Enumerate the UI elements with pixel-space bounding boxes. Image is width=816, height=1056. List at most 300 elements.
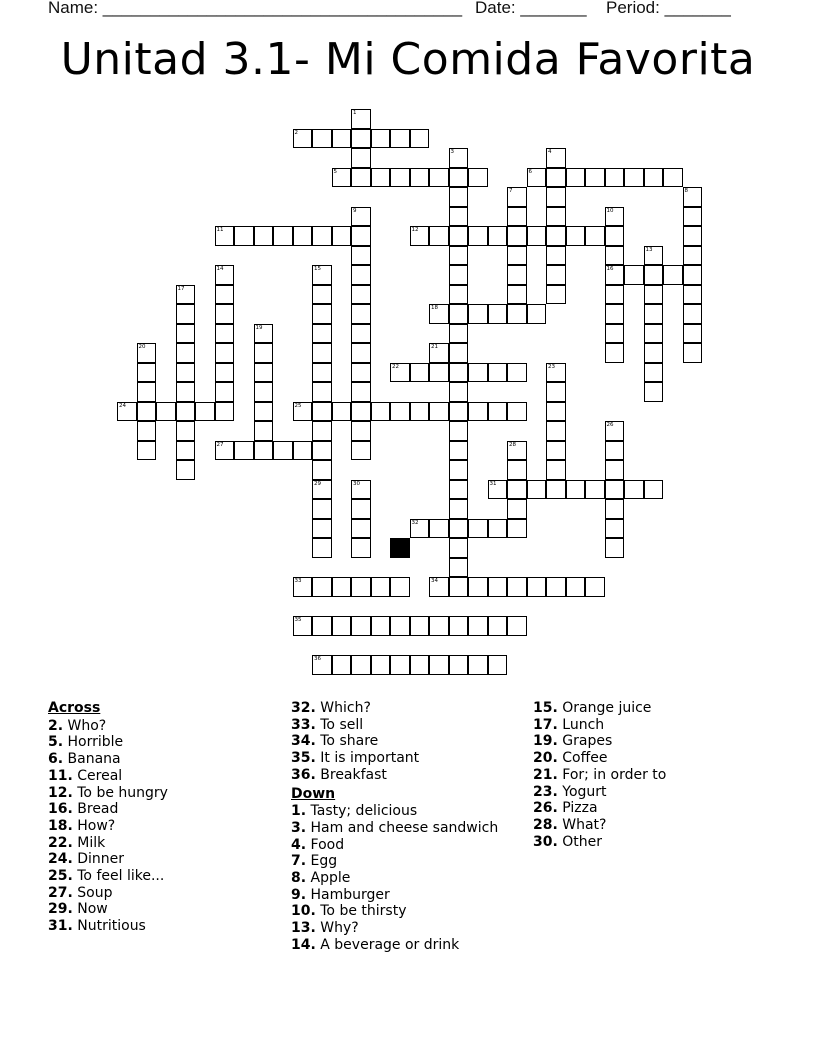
cell-number: 13 [645, 246, 653, 253]
crossword-cell[interactable] [410, 168, 430, 188]
crossword-cell[interactable] [507, 460, 527, 480]
clue-number: 9. [291, 886, 307, 903]
crossword-cell[interactable] [176, 460, 196, 480]
crossword-cell[interactable] [488, 402, 508, 422]
crossword-cell[interactable] [351, 148, 371, 168]
clue-text: Milk [72, 834, 106, 851]
clue-text: Other [557, 833, 603, 850]
crossword-cell[interactable] [351, 402, 371, 422]
crossword-cell[interactable] [410, 402, 430, 422]
crossword-cell[interactable] [507, 265, 527, 285]
crossword-cell[interactable] [449, 226, 469, 246]
crossword-cell[interactable] [605, 343, 625, 363]
crossword-cell[interactable] [137, 343, 157, 363]
crossword-cell[interactable] [449, 324, 469, 344]
crossword-cell[interactable] [644, 480, 664, 500]
crossword-cell[interactable] [488, 655, 508, 675]
crossword-cell[interactable] [254, 324, 274, 344]
crossword-cell[interactable] [429, 343, 449, 363]
crossword-cell[interactable] [215, 441, 235, 461]
crossword-cell[interactable] [683, 246, 703, 266]
crossword-cell[interactable] [683, 304, 703, 324]
crossword-cell[interactable] [117, 402, 137, 422]
crossword-cell[interactable] [176, 382, 196, 402]
crossword-cell[interactable] [293, 402, 313, 422]
clue-item [533, 800, 773, 817]
crossword-cell[interactable] [176, 304, 196, 324]
crossword-cell[interactable] [527, 577, 547, 597]
crossword-cell[interactable] [546, 168, 566, 188]
crossword-cell[interactable] [176, 402, 196, 422]
crossword-cell[interactable] [137, 382, 157, 402]
crossword-cell[interactable] [332, 168, 352, 188]
crossword-cell[interactable] [137, 421, 157, 441]
crossword-cell[interactable] [507, 187, 527, 207]
clue-item [291, 700, 531, 717]
crossword-cell[interactable] [410, 519, 430, 539]
crossword-cell[interactable] [351, 577, 371, 597]
crossword-cell[interactable] [312, 226, 332, 246]
crossword-cell[interactable] [215, 265, 235, 285]
crossword-cell[interactable] [605, 207, 625, 227]
crossword-cell[interactable] [215, 363, 235, 383]
crossword-cell[interactable] [429, 304, 449, 324]
crossword-cell[interactable] [410, 226, 430, 246]
crossword-cell[interactable] [312, 285, 332, 305]
crossword-cell[interactable] [449, 187, 469, 207]
crossword-cell[interactable] [546, 421, 566, 441]
crossword-cell[interactable] [312, 129, 332, 149]
crossword-cell[interactable] [332, 402, 352, 422]
crossword-cell[interactable] [449, 441, 469, 461]
crossword-cell[interactable] [312, 265, 332, 285]
crossword-cell[interactable] [449, 499, 469, 519]
cell-number: 36 [314, 656, 321, 662]
crossword-cell[interactable] [566, 226, 586, 246]
crossword-cell[interactable] [644, 363, 664, 383]
crossword-cell[interactable] [605, 265, 625, 285]
crossword-cell[interactable] [468, 168, 488, 188]
crossword-cell[interactable] [390, 168, 410, 188]
crossword-cell[interactable] [312, 421, 332, 441]
clue-item [291, 937, 531, 954]
crossword-cell[interactable] [351, 265, 371, 285]
crossword-cell[interactable] [176, 285, 196, 305]
crossword-cell[interactable] [644, 304, 664, 324]
crossword-cell[interactable] [312, 363, 332, 383]
crossword-cell[interactable] [215, 343, 235, 363]
crossword-cell[interactable] [644, 324, 664, 344]
clue-number: 8. [291, 870, 307, 887]
clue-number: 11. [48, 767, 73, 784]
crossword-cell[interactable] [449, 421, 469, 441]
crossword-cell[interactable] [605, 480, 625, 500]
crossword-cell[interactable] [488, 519, 508, 539]
crossword-cell[interactable] [449, 343, 469, 363]
crossword-cell[interactable] [546, 402, 566, 422]
black-square [390, 538, 410, 558]
crossword-cell[interactable] [566, 480, 586, 500]
crossword-cell[interactable] [312, 441, 332, 461]
crossword-cell[interactable] [449, 363, 469, 383]
clue-text: Yogurt [557, 783, 607, 800]
crossword-cell[interactable] [351, 519, 371, 539]
crossword-cell[interactable] [644, 246, 664, 266]
crossword-cell[interactable] [332, 577, 352, 597]
crossword-cell[interactable] [449, 655, 469, 675]
crossword-cell[interactable] [390, 402, 410, 422]
crossword-cell[interactable] [351, 382, 371, 402]
crossword-cell[interactable] [546, 226, 566, 246]
clue-number: 1. [291, 803, 307, 820]
crossword-cell[interactable] [293, 616, 313, 636]
crossword-cell[interactable] [663, 265, 683, 285]
crossword-cell[interactable] [312, 343, 332, 363]
crossword-cell[interactable] [507, 285, 527, 305]
crossword-cell[interactable] [293, 226, 313, 246]
crossword-cell[interactable] [585, 577, 605, 597]
crossword-cell[interactable] [546, 577, 566, 597]
crossword-cell[interactable] [683, 324, 703, 344]
crossword-cell[interactable] [429, 226, 449, 246]
crossword-cell[interactable] [624, 265, 644, 285]
crossword-cell[interactable] [644, 343, 664, 363]
crossword-cell[interactable] [429, 519, 449, 539]
crossword-cell[interactable] [449, 558, 469, 578]
crossword-cell[interactable] [507, 246, 527, 266]
name-field-label: Name: ______________________________________ [48, 0, 463, 17]
crossword-cell[interactable] [312, 616, 332, 636]
crossword-cell[interactable] [449, 382, 469, 402]
crossword-cell[interactable] [449, 285, 469, 305]
crossword-cell[interactable] [546, 382, 566, 402]
crossword-cell[interactable] [351, 441, 371, 461]
crossword-cell[interactable] [449, 519, 469, 539]
crossword-cell[interactable] [507, 577, 527, 597]
crossword-cell[interactable] [488, 480, 508, 500]
crossword-cell[interactable] [351, 480, 371, 500]
crossword-cell[interactable] [390, 363, 410, 383]
crossword-cell[interactable] [449, 148, 469, 168]
clue-text: Bread [72, 801, 119, 818]
crossword-cell[interactable] [449, 207, 469, 227]
crossword-cell[interactable] [176, 441, 196, 461]
crossword-cell[interactable] [546, 265, 566, 285]
across-clue-list-continued [291, 700, 531, 784]
crossword-cell[interactable] [605, 441, 625, 461]
crossword-cell[interactable] [410, 616, 430, 636]
crossword-cell[interactable] [312, 304, 332, 324]
crossword-cell[interactable] [273, 441, 293, 461]
crossword-cell[interactable] [605, 226, 625, 246]
crossword-cell[interactable] [312, 480, 332, 500]
clue-number: 17. [533, 716, 558, 733]
crossword-cell[interactable] [351, 226, 371, 246]
clue-number: 3. [291, 819, 307, 836]
clue-item [291, 920, 531, 937]
crossword-cell[interactable] [507, 519, 527, 539]
crossword-cell[interactable] [644, 285, 664, 305]
clue-text: Orange juice [557, 700, 652, 716]
crossword-cell[interactable] [585, 168, 605, 188]
crossword-cell[interactable] [371, 129, 391, 149]
crossword-cell[interactable] [468, 616, 488, 636]
crossword-cell[interactable] [644, 265, 664, 285]
crossword-cell[interactable] [390, 577, 410, 597]
crossword-cell[interactable] [644, 382, 664, 402]
crossword-cell[interactable] [312, 324, 332, 344]
crossword-cell[interactable] [566, 168, 586, 188]
crossword-cell[interactable] [585, 226, 605, 246]
crossword-cell[interactable] [468, 519, 488, 539]
crossword-cell[interactable] [683, 343, 703, 363]
crossword-cell[interactable] [429, 363, 449, 383]
crossword-cell[interactable] [546, 441, 566, 461]
crossword-cell[interactable] [371, 616, 391, 636]
crossword-cell[interactable] [254, 343, 274, 363]
crossword-cell[interactable] [585, 480, 605, 500]
crossword-cell[interactable] [215, 382, 235, 402]
crossword-cell[interactable] [449, 616, 469, 636]
crossword-cell[interactable] [215, 285, 235, 305]
crossword-cell[interactable] [312, 382, 332, 402]
crossword-cell[interactable] [605, 538, 625, 558]
crossword-cell[interactable] [410, 655, 430, 675]
crossword-cell[interactable] [546, 148, 566, 168]
crossword-cell[interactable] [351, 246, 371, 266]
clue-text: To be hungry [72, 784, 168, 801]
crossword-cell[interactable] [332, 226, 352, 246]
crossword-cell[interactable] [605, 304, 625, 324]
period-field-label: Period: _______ [606, 0, 731, 17]
cell-number: 10 [606, 207, 614, 214]
crossword-cell[interactable] [449, 460, 469, 480]
crossword-cell[interactable] [351, 109, 371, 129]
crossword-cell[interactable] [195, 402, 215, 422]
crossword-cell[interactable] [254, 382, 274, 402]
crossword-cell[interactable] [293, 577, 313, 597]
crossword-cell[interactable] [215, 402, 235, 422]
crossword-cell[interactable] [293, 129, 313, 149]
crossword-cell[interactable] [624, 480, 644, 500]
crossword-cell[interactable] [527, 168, 547, 188]
crossword-cell[interactable] [312, 538, 332, 558]
crossword-cell[interactable] [137, 402, 157, 422]
crossword-cell[interactable] [351, 324, 371, 344]
crossword-cell[interactable] [332, 129, 352, 149]
crossword-cell[interactable] [507, 480, 527, 500]
crossword-cell[interactable] [449, 265, 469, 285]
crossword-cell[interactable] [390, 129, 410, 149]
clue-text: To share [315, 733, 379, 750]
crossword-cell[interactable] [683, 187, 703, 207]
crossword-cell[interactable] [605, 421, 625, 441]
crossword-cell[interactable] [468, 363, 488, 383]
crossword-cell[interactable] [683, 207, 703, 227]
clue-number: 24. [48, 851, 73, 868]
crossword-cell[interactable] [351, 363, 371, 383]
crossword-cell[interactable] [312, 402, 332, 422]
crossword-cell[interactable] [605, 460, 625, 480]
crossword-cell[interactable] [624, 168, 644, 188]
crossword-cell[interactable] [312, 519, 332, 539]
crossword-cell[interactable] [468, 402, 488, 422]
crossword-cell[interactable] [215, 304, 235, 324]
crossword-cell[interactable] [488, 616, 508, 636]
crossword-cell[interactable] [254, 402, 274, 422]
clue-number: 19. [533, 733, 558, 750]
crossword-cell[interactable] [137, 363, 157, 383]
crossword-cell[interactable] [351, 538, 371, 558]
crossword-cell[interactable] [351, 499, 371, 519]
crossword-cell[interactable] [449, 577, 469, 597]
crossword-cell[interactable] [449, 538, 469, 558]
clues-column-1 [48, 700, 288, 935]
crossword-cell[interactable] [351, 129, 371, 149]
crossword-cell[interactable] [488, 577, 508, 597]
crossword-cell[interactable] [663, 168, 683, 188]
crossword-cell[interactable] [176, 421, 196, 441]
crossword-cell[interactable] [410, 363, 430, 383]
crossword-cell[interactable] [605, 324, 625, 344]
crossword-cell[interactable] [371, 402, 391, 422]
crossword-cell[interactable] [390, 655, 410, 675]
crossword-cell[interactable] [507, 499, 527, 519]
crossword-cell[interactable] [429, 655, 449, 675]
crossword-cell[interactable] [312, 577, 332, 597]
crossword-cell[interactable] [429, 616, 449, 636]
crossword-cell[interactable] [605, 499, 625, 519]
cell-number: 21 [431, 344, 438, 350]
crossword-cell[interactable] [507, 207, 527, 227]
crossword-cell[interactable] [566, 577, 586, 597]
crossword-cell[interactable] [683, 285, 703, 305]
crossword-cell[interactable] [644, 168, 664, 188]
crossword-cell[interactable] [254, 441, 274, 461]
crossword-cell[interactable] [332, 616, 352, 636]
crossword-cell[interactable] [234, 441, 254, 461]
crossword-cell[interactable] [215, 226, 235, 246]
clue-item [48, 751, 288, 768]
crossword-cell[interactable] [332, 655, 352, 675]
cell-number: 29 [314, 480, 321, 487]
crossword-cell[interactable] [546, 460, 566, 480]
crossword-cell[interactable] [371, 168, 391, 188]
cell-number: 25 [294, 402, 302, 409]
crossword-cell[interactable] [605, 246, 625, 266]
crossword-cell[interactable] [137, 441, 157, 461]
crossword-cell[interactable] [449, 246, 469, 266]
crossword-cell[interactable] [449, 168, 469, 188]
clue-number: 31. [48, 918, 73, 935]
crossword-cell[interactable] [605, 168, 625, 188]
crossword-cell[interactable] [429, 402, 449, 422]
crossword-cell[interactable] [449, 402, 469, 422]
crossword-cell[interactable] [507, 616, 527, 636]
crossword-cell[interactable] [429, 577, 449, 597]
crossword-cell[interactable] [468, 304, 488, 324]
crossword-cell[interactable] [273, 226, 293, 246]
crossword-cell[interactable] [234, 226, 254, 246]
crossword-cell[interactable] [605, 285, 625, 305]
crossword-cell[interactable] [507, 363, 527, 383]
crossword-cell[interactable] [546, 480, 566, 500]
crossword-cell[interactable] [351, 343, 371, 363]
crossword-cell[interactable] [215, 324, 235, 344]
crossword-cell[interactable] [429, 168, 449, 188]
clue-text: For; in order to [557, 766, 667, 783]
crossword-cell[interactable] [449, 480, 469, 500]
crossword-cell[interactable] [507, 402, 527, 422]
cell-number: 15 [314, 266, 321, 272]
crossword-cell[interactable] [410, 129, 430, 149]
crossword-cell[interactable] [156, 402, 176, 422]
crossword-cell[interactable] [351, 421, 371, 441]
crossword-cell[interactable] [468, 577, 488, 597]
crossword-cell[interactable] [527, 304, 547, 324]
crossword-cell[interactable] [527, 480, 547, 500]
crossword-cell[interactable] [507, 304, 527, 324]
crossword-cell[interactable] [351, 655, 371, 675]
crossword-cell[interactable] [507, 441, 527, 461]
crossword-cell[interactable] [254, 363, 274, 383]
clue-number: 36. [291, 766, 316, 783]
cell-number: 30 [353, 480, 360, 487]
crossword-cell[interactable] [371, 577, 391, 597]
crossword-cell[interactable] [683, 265, 703, 285]
crossword-cell[interactable] [468, 655, 488, 675]
crossword-cell[interactable] [546, 246, 566, 266]
crossword-cell[interactable] [351, 285, 371, 305]
crossword-cell[interactable] [351, 207, 371, 227]
crossword-cell[interactable] [293, 441, 313, 461]
crossword-cell[interactable] [312, 655, 332, 675]
crossword-cell[interactable] [488, 304, 508, 324]
crossword-cell[interactable] [488, 226, 508, 246]
crossword-cell[interactable] [546, 207, 566, 227]
crossword-cell[interactable] [312, 499, 332, 519]
crossword-cell[interactable] [546, 363, 566, 383]
crossword-cell[interactable] [546, 285, 566, 305]
clue-text: Who? [63, 717, 107, 734]
crossword-cell[interactable] [176, 363, 196, 383]
crossword-cell[interactable] [468, 226, 488, 246]
crossword-cell[interactable] [371, 655, 391, 675]
crossword-cell[interactable] [351, 616, 371, 636]
crossword-cell[interactable] [351, 168, 371, 188]
crossword-cell[interactable] [390, 616, 410, 636]
crossword-cell[interactable] [605, 519, 625, 539]
clue-text: To sell [315, 716, 364, 733]
clue-text: Lunch [557, 716, 605, 733]
crossword-cell[interactable] [683, 226, 703, 246]
cell-number: 24 [119, 402, 126, 409]
clue-number: 18. [48, 817, 73, 834]
cell-number: 23 [548, 363, 555, 370]
crossword-cell[interactable] [176, 343, 196, 363]
crossword-cell[interactable] [507, 226, 527, 246]
crossword-cell[interactable] [527, 226, 547, 246]
crossword-cell[interactable] [351, 304, 371, 324]
crossword-cell[interactable] [176, 324, 196, 344]
crossword-cell[interactable] [254, 226, 274, 246]
clue-text: Egg [306, 853, 338, 870]
crossword-cell[interactable] [312, 460, 332, 480]
crossword-cell[interactable] [488, 363, 508, 383]
crossword-cell[interactable] [254, 421, 274, 441]
crossword-cell[interactable] [546, 187, 566, 207]
crossword-cell[interactable] [449, 304, 469, 324]
